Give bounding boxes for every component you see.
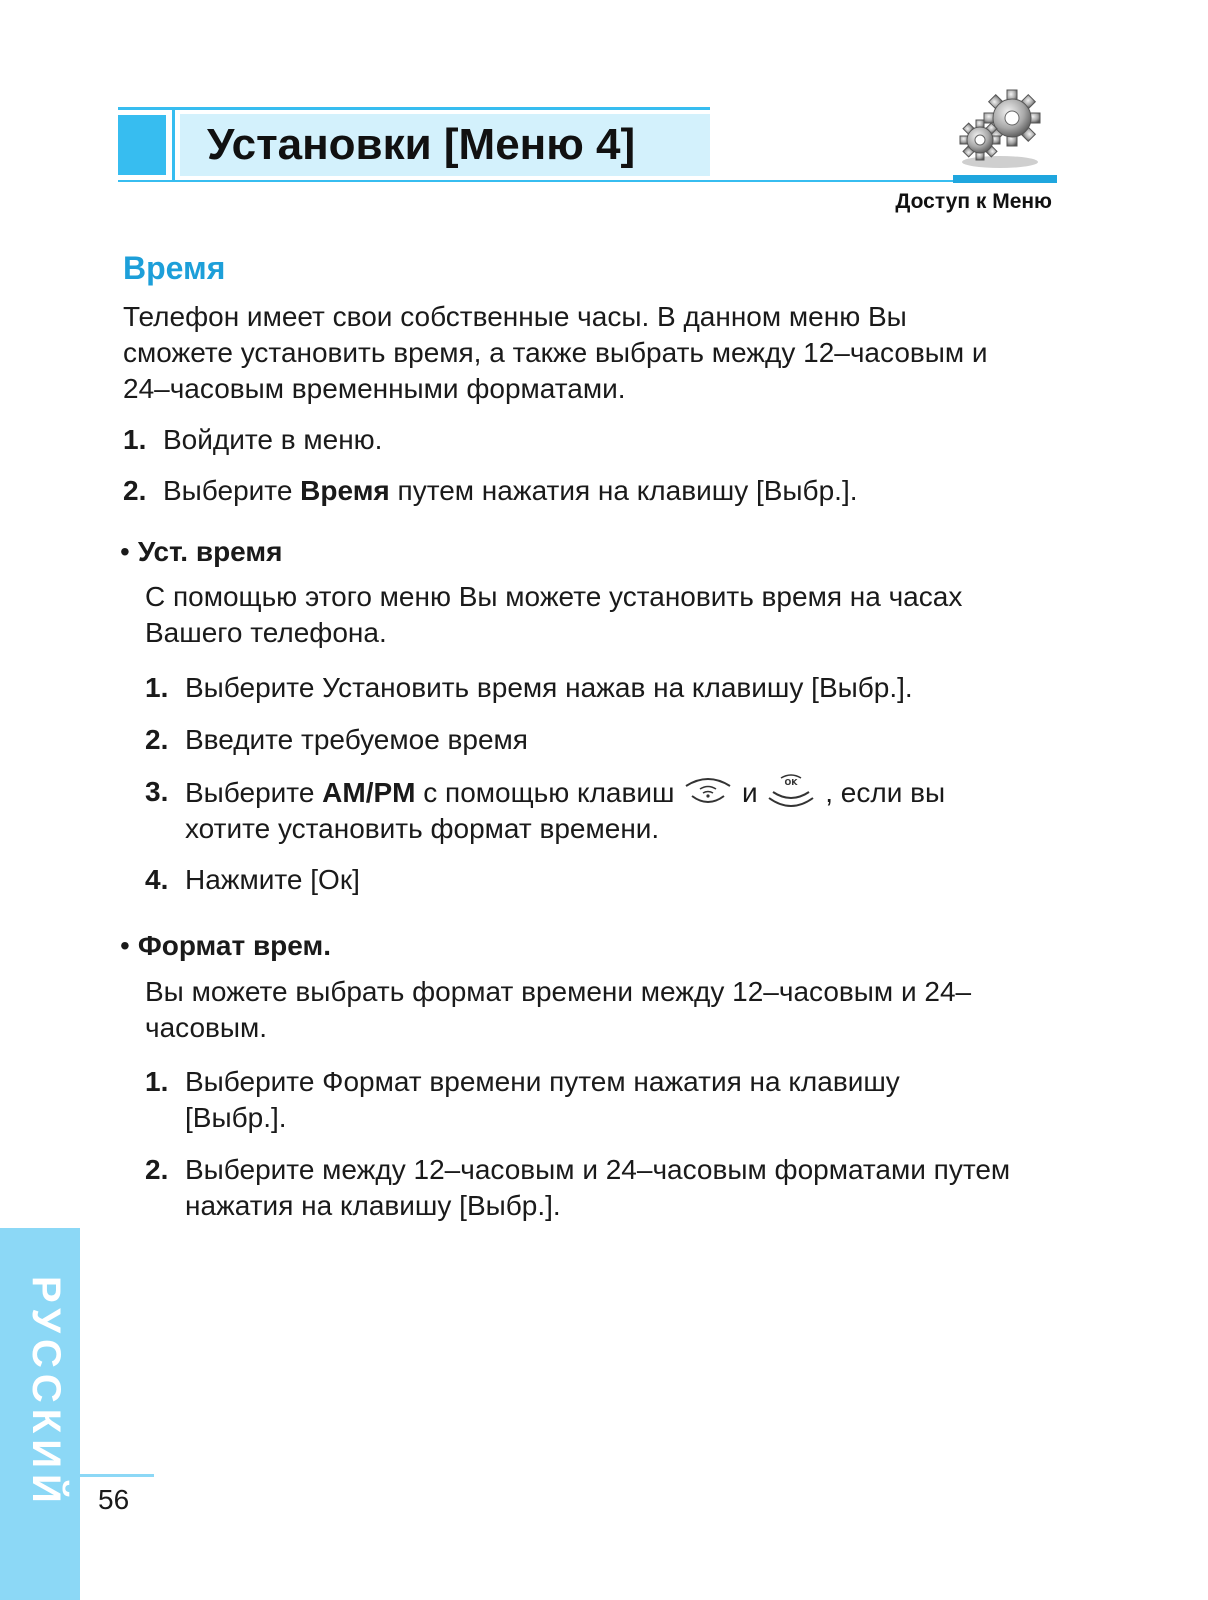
- gears-icon: [950, 84, 1050, 170]
- step-text-part: и: [734, 777, 766, 808]
- step-number: 2.: [123, 475, 147, 506]
- step-text: Выберите Установить время нажав на клавишу [Выбр.].: [185, 672, 913, 703]
- section-intro: Телефон имеет свои собственные часы. В данном меню Вы сможете установить время, а также выбрать между 12–часовым и 24–часовым временными форматами.: [123, 301, 988, 404]
- subsection-title-text: Формат врем.: [137, 930, 331, 961]
- step-keyword: AM/PM: [322, 777, 416, 808]
- list-item: [145, 774, 1025, 847]
- step-text: Нажмите [Ок]: [185, 864, 360, 895]
- bullet-marker: •: [120, 536, 130, 567]
- section-title: Время: [123, 250, 226, 286]
- subsection-title-time-format: [120, 928, 331, 964]
- step-text: Войдите в меню.: [163, 424, 383, 455]
- list-item: [145, 722, 1045, 758]
- subsection-description: С помощью этого меню Вы можете установить время на часах Вашего телефона.: [145, 581, 963, 648]
- nav-up-key-icon: [682, 774, 734, 808]
- svg-text:OK: OK: [784, 778, 798, 787]
- step-number: 1.: [145, 672, 169, 703]
- page-number-rule: [80, 1474, 154, 1477]
- bullet-marker: •: [120, 930, 130, 961]
- step-number: 3.: [145, 776, 169, 807]
- step-keyword: Время: [300, 475, 390, 506]
- list-item: [123, 473, 1023, 509]
- subsection-description: Вы можете выбрать формат времени между 12–часовым и 24–часовым.: [145, 976, 972, 1043]
- menu-access-label: Доступ к Меню: [895, 190, 1052, 213]
- step-number: 1.: [123, 424, 147, 455]
- header-top-line: [118, 107, 710, 110]
- step-number: 2.: [145, 724, 169, 755]
- header-square-accent: [118, 115, 166, 175]
- nav-down-ok-key-icon: [765, 774, 817, 808]
- step-text-part: Выберите: [185, 777, 323, 808]
- step-text: [163, 473, 1023, 509]
- list-item: [145, 862, 1045, 898]
- step-text-part: , если вы хотите установить формат времени.: [185, 777, 946, 844]
- step-number: 1.: [145, 1066, 169, 1097]
- language-label: РУССКИЙ: [24, 1276, 68, 1509]
- step-number: 4.: [145, 864, 169, 895]
- list-item: [145, 1152, 1025, 1224]
- list-item: [145, 670, 1045, 706]
- subsection-title-set-time: [120, 534, 282, 570]
- header-baseline: [118, 180, 953, 182]
- step-text: Выберите между 12–часовым и 24–часовым форматами путем нажатия на клавишу [Выбр.].: [185, 1154, 1011, 1221]
- step-text-part: Выберите: [163, 475, 301, 506]
- step-number: 2.: [145, 1154, 169, 1185]
- step-text-part: путем нажатия на клавишу [Выбр.].: [389, 475, 858, 506]
- subsection-title-text: Уст. время: [137, 536, 283, 567]
- step-text-part: с помощью клавиш: [415, 777, 683, 808]
- list-item: [123, 422, 1023, 458]
- page-number: 56: [98, 1484, 130, 1515]
- list-item: [145, 1064, 1005, 1136]
- header-separator: [172, 110, 175, 181]
- page-title: Установки [Меню 4]: [207, 120, 636, 169]
- step-text: Введите требуемое время: [185, 724, 528, 755]
- step-text: [185, 774, 1025, 847]
- header-accent-bar: [953, 175, 1057, 183]
- step-text: Выберите Формат времени путем нажатия на клавишу [Выбр.].: [185, 1066, 900, 1133]
